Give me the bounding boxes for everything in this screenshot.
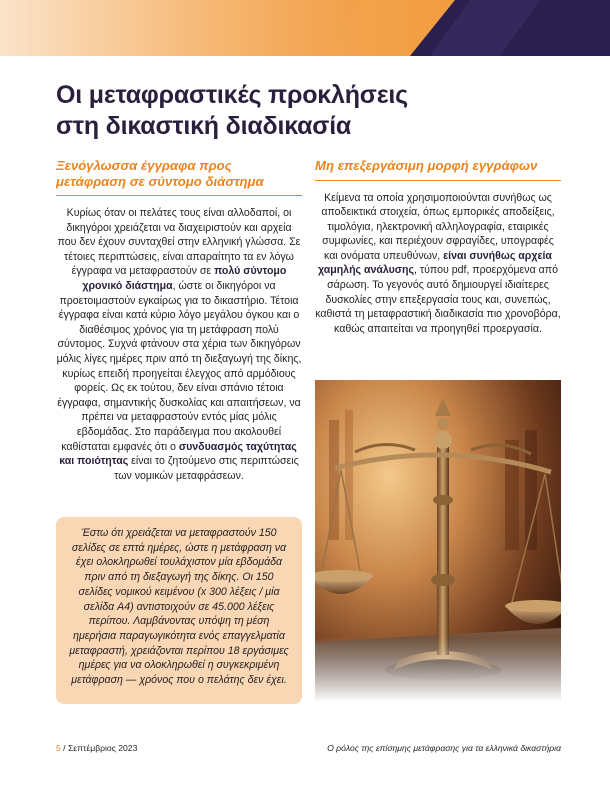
footer-date: / Σεπτέμβριος 2023 <box>60 743 138 753</box>
right-section-heading: Μη επεξεργάσιμη μορφή εγγράφων <box>315 158 561 181</box>
right-text-1: Κείμενα τα οποία χρησιμοποιούνται συνήθως ως αποδεικτικά στοιχεία, όπως εμπορικές αποδείξεις, τιμολόγια, ηλεκτρονική αλληλογραφία, εταιρικές συμφωνίες, και περιέχουν σφραγίδες, υπογραφές και ονόματα υπευθύνων, <box>321 191 555 262</box>
right-column <box>315 158 561 336</box>
left-bold-2: συνδυασμός ταχύτητας και ποιότητας <box>59 440 297 468</box>
header-band <box>0 0 610 56</box>
footer-page-number: 5 <box>56 743 61 753</box>
scales-of-justice-photo <box>315 380 561 702</box>
footer-document-title: Ο ρόλος της επίσημης μετάφρασης για τα ελληνικά δικαστήρια <box>327 743 561 753</box>
right-text-2: , τύπου pdf, προερχόμενα από σάρωση. Το γεγονός αυτό δημιουργεί ιδιαίτερες δυσκολίες στην επεξεργασία τους και, συνεπώς, καθιστά τη μεταφραστική διαδικασία πιο χρονοβόρα, καθώς απαιτείται να προηγηθεί προεργασία. <box>315 264 561 335</box>
right-body-text <box>315 191 561 337</box>
left-section-heading: Ξενόγλωσσα έγγραφα προς μετάφραση σε σύντομο διάστημα <box>56 158 302 196</box>
right-bold-1: είναι συνήθως αρχεία χαμηλής ανάλυσης <box>318 249 552 277</box>
left-text-2: , ώστε οι δικηγόροι να προετοιμαστούν εγκαίρως για το δικαστήριο. Τέτοια έγγραφα είναι κατά κύριο λόγο μεγάλου όγκου και ο διαθέσιμος χρόνος για τη μετάφραση πολύ σύντομος. Συχνά φτάνουν στα χέρια των δικηγόρων μόλις λίγες ημέρες πριν από τη διεξαγωγή της δίκης, κυρίως επειδή προηγείται έλεγχος από αρμόδιους φορείς. Ως εκ τούτου, δεν είναι σπάνιο τέτοια έγγραφα, σημαντικής δυσκολίας και απαιτήσεων, να πρέπει να μεταφραστούν εντός μίας μόλις εβδομάδας. Στο παράδειγμα που ακολουθεί καθίσταται εμφανές ότι ο <box>56 279 302 453</box>
header-band-graphic <box>0 0 610 56</box>
page-title-line-2: στη δικαστική διαδικασία <box>56 112 352 140</box>
page-title-line-1: Οι μεταφραστικές προκλήσεις <box>56 81 408 109</box>
example-callout-box <box>56 517 302 704</box>
left-text-3: είναι το ζητούμενο στις περιπτώσεις των νομικών μεταφράσεων. <box>114 455 299 482</box>
page-title <box>56 80 556 142</box>
footer-page-info <box>56 743 137 753</box>
left-bold-1: πολύ σύντομο χρονικό διάστημα <box>82 265 287 292</box>
left-text-1: Κυρίως όταν οι πελάτες τους είναι αλλοδαποί, οι δικηγόροι χρειάζεται να διαχειριστούν και αρχεία που δεν έχουν συνταχθεί στην ελληνική γλώσσα. Σε τέτοιες περιπτώσεις, είναι απαραίτητο τα εν λόγω έγγραφα να μεταφραστούν σε <box>57 207 301 278</box>
scales-of-justice-illustration <box>315 380 561 702</box>
left-body-text <box>56 206 302 483</box>
left-column <box>56 158 302 483</box>
callout-text: Έστω ότι χρειάζεται να μεταφραστούν 150 σελίδες σε επτά ημέρες, ώστε η μετάφραση να έχει ολοκληρωθεί τουλάχιστον μία εβδομάδα πριν από τη διεξαγωγή της δίκης. Οι 150 σελίδες νομικού κειμένου (x 300 λέξεις / μία σελίδα A4) αντιστοιχούν σε 45.000 λέξεις περίπου. Λαμβάνοντας υπόψη τη μέση ημερήσια παραγωγικότητα ενός επαγγελματία μεταφραστή, χρειάζονται περίπου 18 εργάσιμες ημέρες για να ολοκληρωθεί η συγκεκριμένη μετάφραση — χρόνος που ο πελάτης δεν έχει. <box>69 527 289 687</box>
